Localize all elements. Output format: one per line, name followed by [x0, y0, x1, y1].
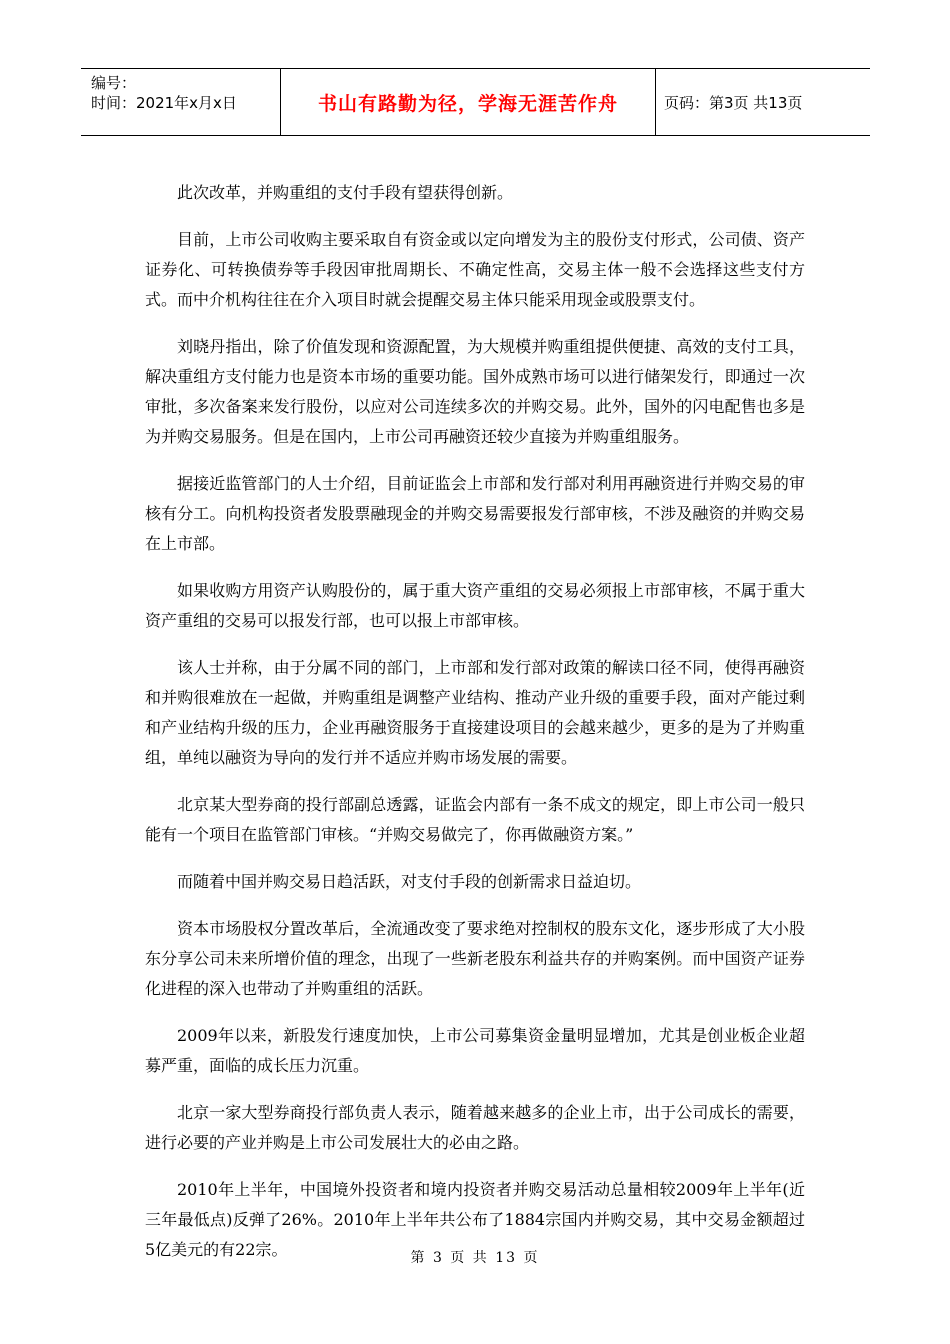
header-meta — [81, 69, 281, 135]
body-paragraph: 2010年上半年，中国境外投资者和境内投资者并购交易活动总量相较2009年上半年(近三年最低点)反弹了26%。2010年上半年共公布了1884宗国内并购交易，其中交易金额超过5亿美元的有22宗。 — [145, 1180, 805, 1259]
body-paragraph: 2009年以来，新股发行速度加快，上市公司募集资金量明显增加，尤其是创业板企业超募严重，面临的成长压力沉重。 — [145, 1026, 805, 1075]
body-paragraph: 据接近监管部门的人士介绍，目前证监会上市部和发行部对利用再融资进行并购交易的审核有分工。向机构投资者发股票融现金的并购交易需要报发行部审核，不涉及融资的并购交易在上市部。 — [145, 474, 805, 553]
header-date-label: 时间：2021年x月x日 — [91, 94, 237, 112]
body-paragraph: 而随着中国并购交易日趋活跃，对支付手段的创新需求日益迫切。 — [177, 872, 642, 891]
header-page-info: 页码：第3页 共13页 — [664, 93, 803, 112]
header-number-label: 编号： — [91, 74, 137, 92]
body-paragraph: 该人士并称，由于分属不同的部门，上市部和发行部对政策的解读口径不同，使得再融资和并购很难放在一起做，并购重组是调整产业结构、推动产业升级的重要手段，面对产能过剩和产业结构升级的压力，企业再融资服务于直接建设项目的会越来越少，更多的是为了并购重组，单纯以融资为导向的发行并不适应并购市场发展的需要。 — [145, 658, 805, 767]
body-paragraph: 如果收购方用资产认购股份的，属于重大资产重组的交易必须报上市部审核，不属于重大资产重组的交易可以报发行部，也可以报上市部审核。 — [145, 581, 805, 630]
body-paragraph: 此次改革，并购重组的支付手段有望获得创新。 — [177, 183, 514, 202]
page-footer: 第 3 页 共 13 页 — [410, 1250, 540, 1266]
document-body — [145, 178, 805, 1282]
body-paragraph: 刘晓丹指出，除了价值发现和资源配置，为大规模并购重组提供便捷、高效的支付工具，解决重组方支付能力也是资本市场的重要功能。国外成熟市场可以进行储架发行，即通过一次审批，多次备案来发行股份，以应对公司连续多次的并购交易。此外，国外的闪电配售也多是为并购交易服务。但是在国内，上市公司再融资还较少直接为并购重组服务。 — [145, 337, 805, 446]
body-paragraph: 北京某大型券商的投行部副总透露，证监会内部有一条不成文的规定，即上市公司一般只能有一个项目在监管部门审核。“并购交易做完了，你再做融资方案。” — [145, 795, 805, 844]
header-motto: 书山有路勤为径，学海无涯苦作舟 — [281, 69, 656, 135]
body-paragraph: 北京一家大型券商投行部负责人表示，随着越来越多的企业上市，出于公司成长的需要，进行必要的产业并购是上市公司发展壮大的必由之路。 — [145, 1103, 805, 1152]
body-paragraph: 目前，上市公司收购主要采取自有资金或以定向增发为主的股份支付形式，公司债、资产证券化、可转换债券等手段因审批周期长、不确定性高，交易主体一般不会选择这些支付方式。而中介机构往往在介入项目时就会提醒交易主体只能采用现金或股票支付。 — [145, 230, 805, 309]
body-paragraph: 资本市场股权分置改革后，全流通改变了要求绝对控制权的股东文化，逐步形成了大小股东分享公司未来所增价值的理念，出现了一些新老股东利益共存的并购案例。而中国资产证券化进程的深入也带动了并购重组的活跃。 — [145, 919, 805, 998]
page-header — [81, 68, 870, 136]
